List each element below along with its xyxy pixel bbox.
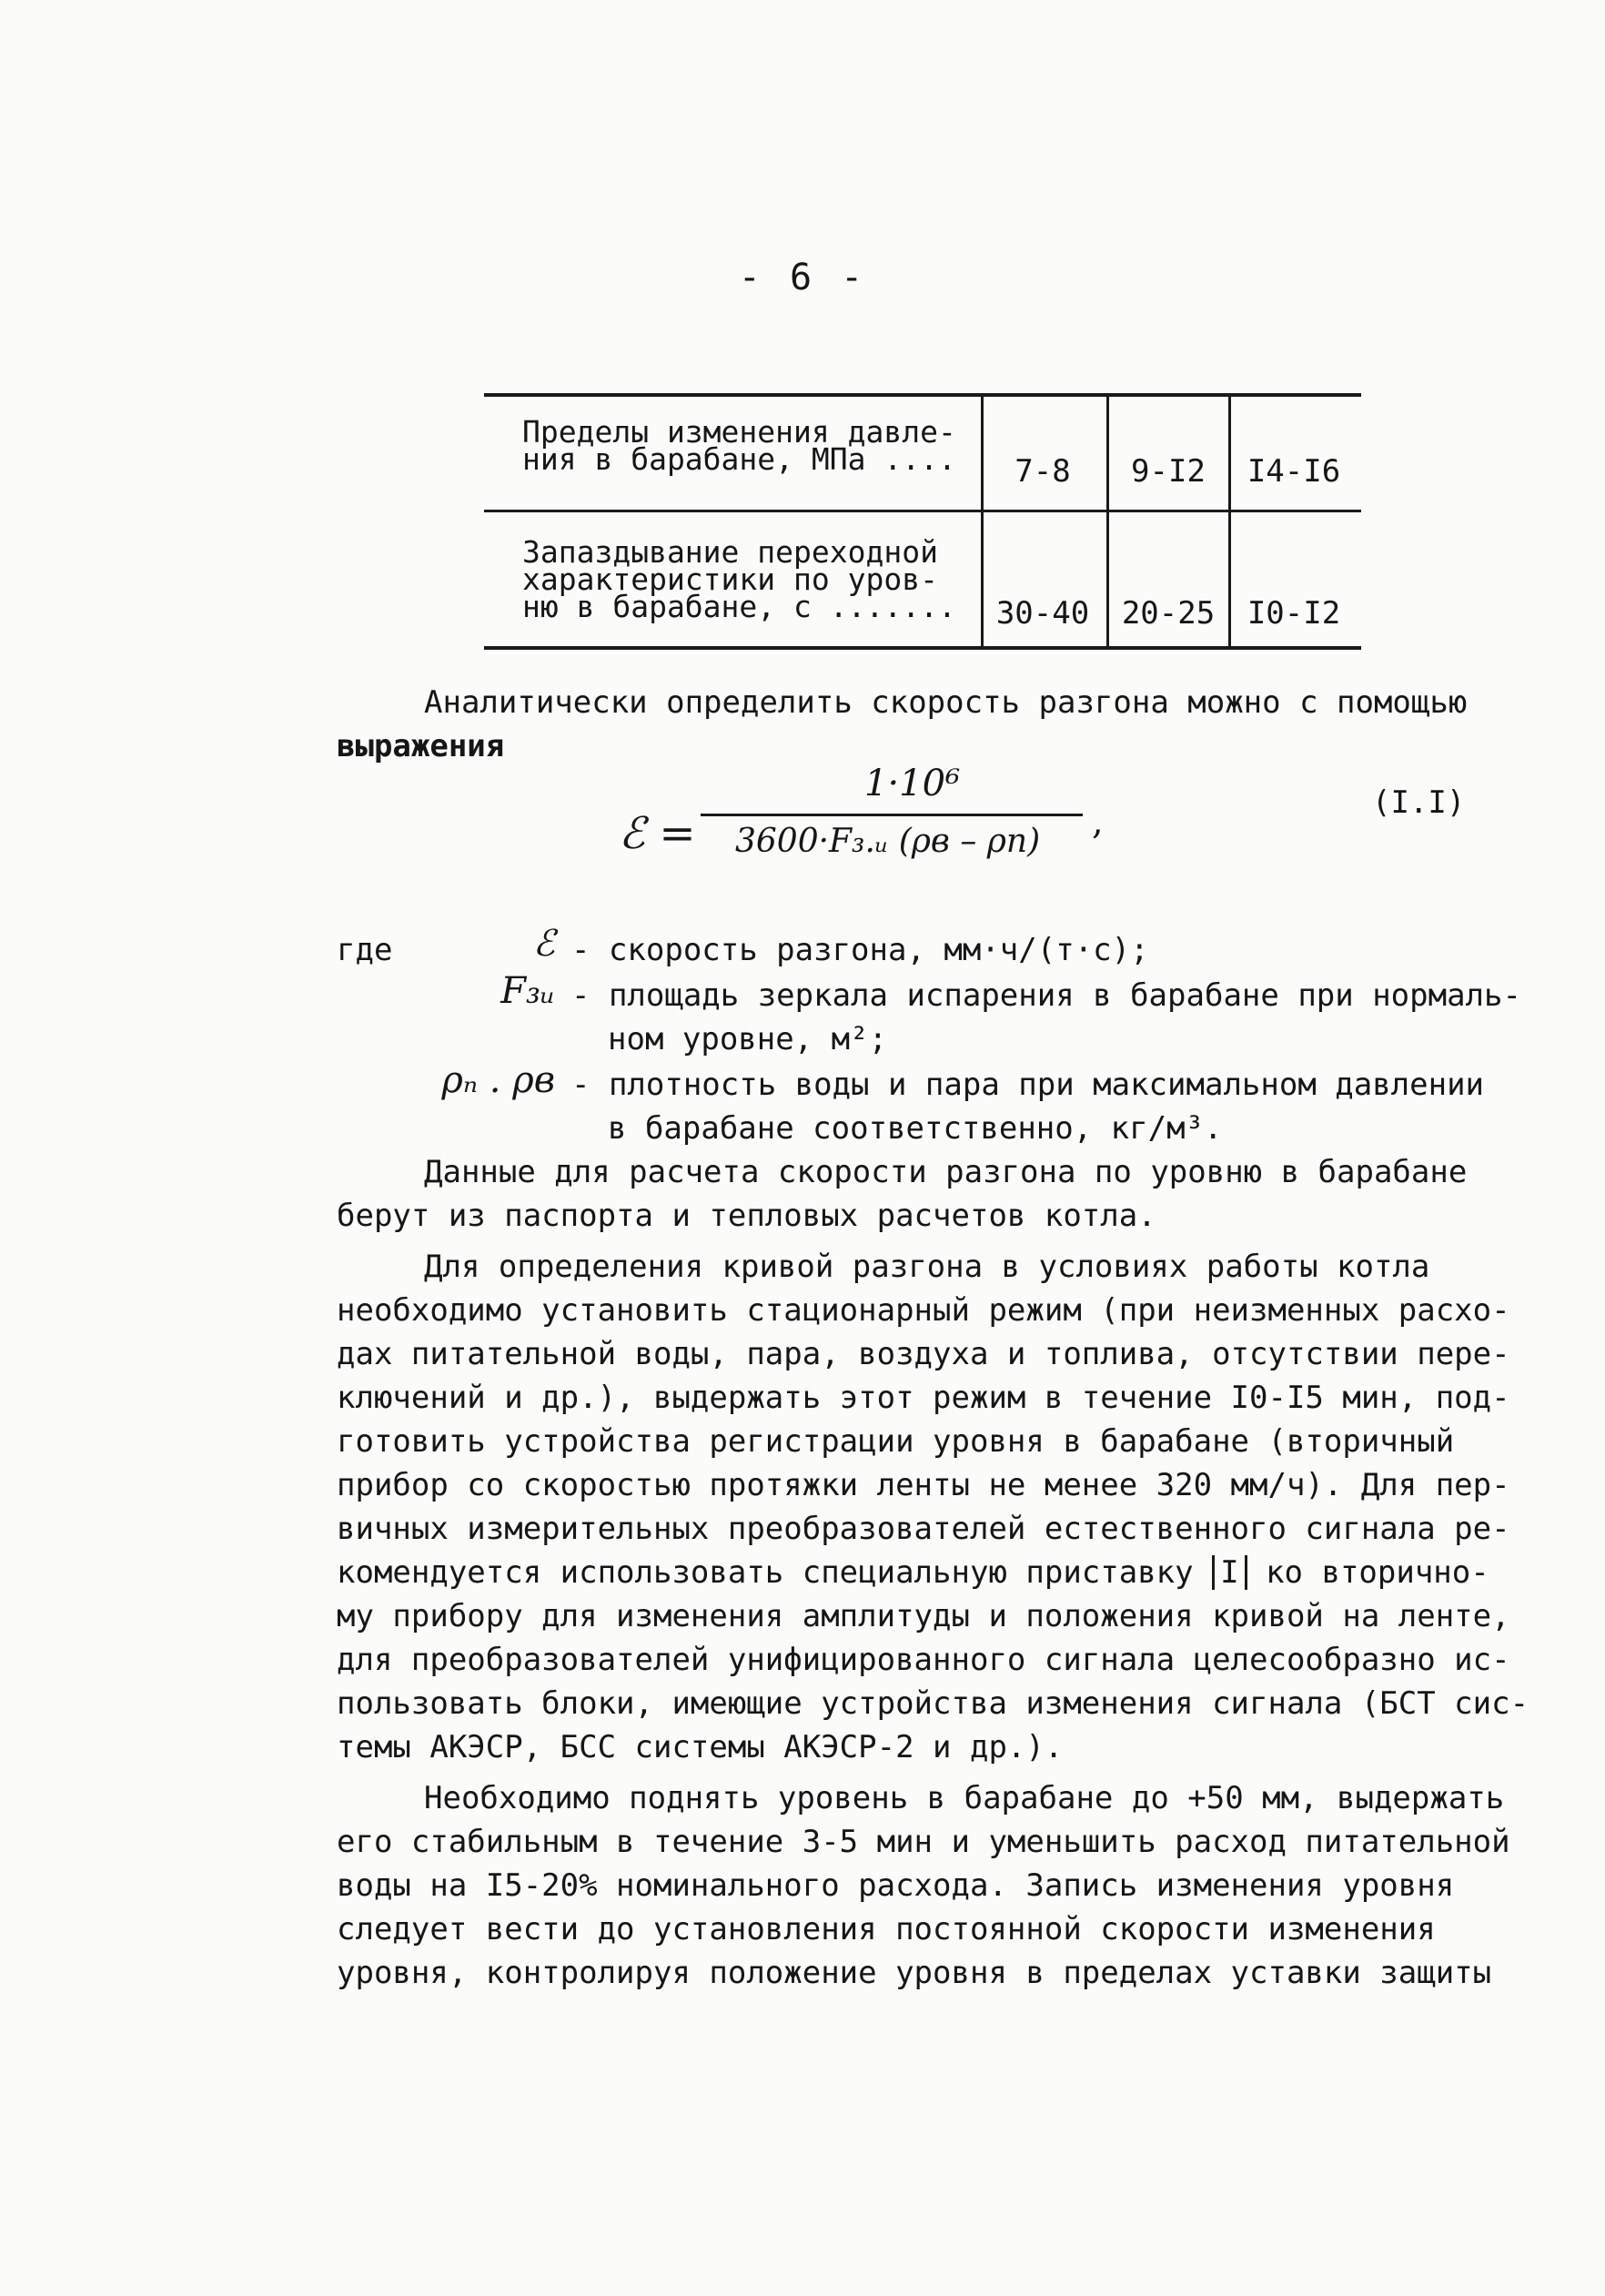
- paragraph-2-line-9: му прибору для изменения амплитуды и положения кривой на ленте,: [337, 1598, 1510, 1634]
- table-bottom-rule: [484, 646, 1361, 650]
- row-pressure-value-3: I4-I6: [1247, 453, 1341, 490]
- paragraph-2-line-6: прибор со скоростью протяжки ленты не менее 320 мм/ч). Для пер-: [337, 1467, 1510, 1503]
- row-pressure-value-2: 9-I2: [1131, 453, 1206, 490]
- symbol-f-zu: F₃ᵤ: [500, 970, 555, 1012]
- paragraph-1-line-2: берут из паспорта и тепловых расчетов котла.: [337, 1198, 1156, 1234]
- row-delay-value-1: 30-40: [995, 595, 1090, 632]
- definition-rho-line-2: в барабане соответственно, кг/м³.: [608, 1110, 1223, 1147]
- formula-number: (I.I): [1372, 784, 1466, 821]
- symbol-rho: ρₙ . ρв: [441, 1059, 555, 1101]
- paragraph-2-line-8: [337, 1551, 1489, 1594]
- row-delay-value-3: I0-I2: [1247, 595, 1341, 632]
- definition-f-zu-line-2: ном уровне, м²;: [608, 1021, 888, 1057]
- page-number: - 6 -: [738, 257, 867, 298]
- paragraph-2-line-10: для преобразователей унифицированного сигнала целесообразно ис-: [337, 1642, 1510, 1678]
- fraction-bar: [701, 814, 1083, 816]
- formula-denominator: 3600·F₃.ᵤ (ρв – ρп): [735, 823, 1041, 860]
- formula-lhs: ℰ =: [619, 808, 696, 859]
- paragraph-2-line-8-tail: ко вторично-: [1266, 1554, 1489, 1591]
- row-pressure-value-1: 7-8: [1014, 453, 1071, 490]
- paragraph-2-line-12: темы АКЭСР, БСС системы АКЭСР-2 и др.).: [337, 1729, 1064, 1765]
- paragraph-2-line-2: необходимо установить стационарный режим (при неизменных расхо-: [337, 1292, 1510, 1329]
- paragraph-3-line-5: уровня, контролируя положение уровня в пределах уставки защиты: [337, 1955, 1492, 1991]
- intro-line-2: выражения: [337, 728, 505, 764]
- paragraph-2-line-11: пользовать блоки, имеющие устройства изменения сигнала (БСТ сис-: [337, 1685, 1529, 1722]
- formula-comma: ,: [1092, 801, 1104, 843]
- formula-1-1: [619, 763, 1128, 908]
- definition-f-zu-line-1: - площадь зеркала испарения в барабане при нормаль-: [571, 977, 1521, 1014]
- row-delay-label: Запаздывание переходной характеристики по уров- ню в барабане, с .......: [522, 534, 956, 624]
- paragraph-2-line-5: готовить устройства регистрации уровня в барабане (вторичный: [337, 1423, 1455, 1460]
- paragraph-2-line-3: дах питательной воды, пара, воздуха и топлива, отсутствии пере-: [337, 1336, 1510, 1372]
- paragraph-2-line-4: ключений и др.), выдержать этот режим в течение I0-I5 мин, под-: [337, 1380, 1510, 1416]
- row-pressure-label: Пределы изменения давле- ния в барабане, МПа ....: [522, 414, 956, 477]
- paragraph-3-line-3: воды на I5-20% номинального расхода. Запись изменения уровня: [337, 1867, 1455, 1904]
- paragraph-2-line-1: Для определения кривой разгона в условиях работы котла: [424, 1249, 1430, 1285]
- citation-ref: I: [1212, 1555, 1247, 1590]
- paragraph-3-line-2: его стабильным в течение 3-5 мин и уменьшить расход питательной: [337, 1824, 1510, 1860]
- definition-rho-line-1: - плотность воды и пара при максимальном давлении: [571, 1067, 1485, 1103]
- paragraph-2-line-7: вичных измерительных преобразователей естественного сигнала ре-: [337, 1511, 1510, 1547]
- paragraph-3-line-1: Необходимо поднять уровень в барабане до +50 мм, выдержать: [424, 1780, 1505, 1816]
- symbol-epsilon: ℰ: [532, 923, 555, 965]
- paragraph-3-line-4: следует вести до установления постоянной скорости изменения: [337, 1911, 1436, 1947]
- formula-numerator: 1·10⁶: [864, 763, 961, 804]
- paragraph-1-line-1: Данные для расчета скорости разгона по уровню в барабане: [424, 1154, 1468, 1190]
- definition-epsilon: - скорость разгона, мм·ч/(т·с);: [571, 932, 1149, 968]
- parameters-table: [484, 393, 1361, 650]
- paragraph-2-line-8-text: комендуется использовать специальную приставку: [337, 1554, 1194, 1591]
- intro-line-1: Аналитически определить скорость разгона можно с помощью: [424, 684, 1468, 721]
- row-delay-value-2: 20-25: [1121, 595, 1216, 632]
- where-label: где: [337, 932, 393, 968]
